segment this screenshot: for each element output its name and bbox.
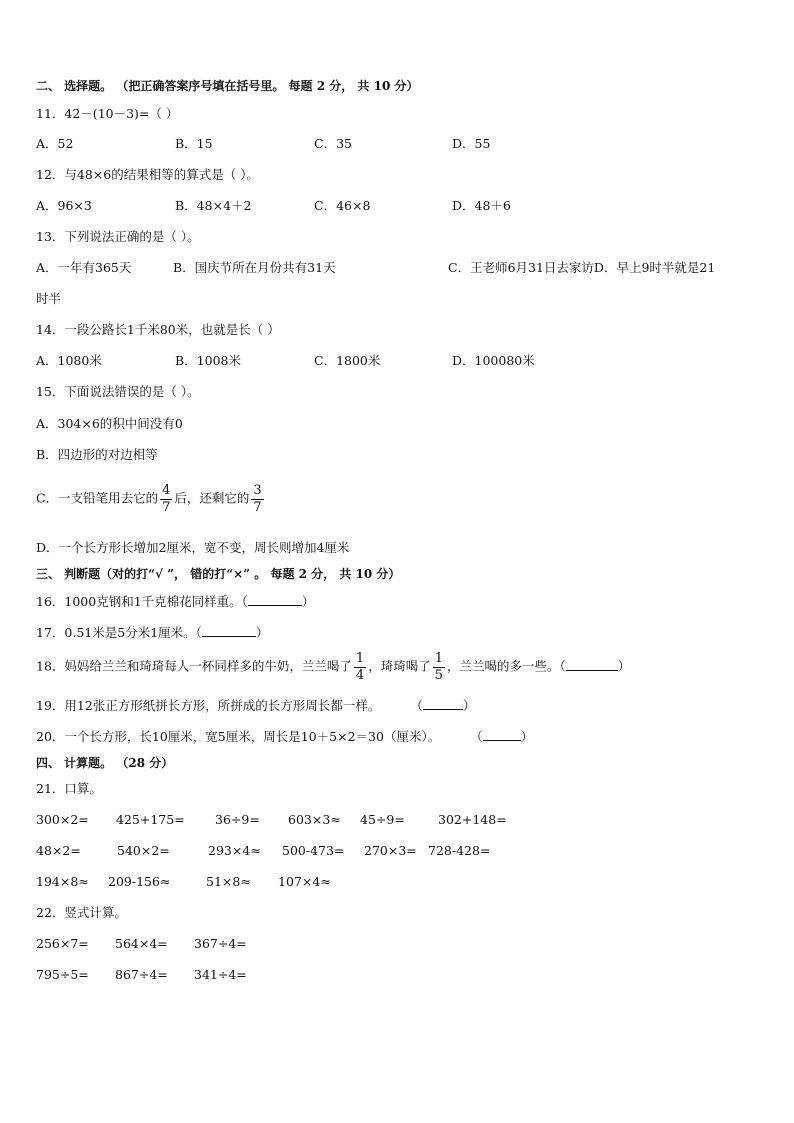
section-4-title: 四、 计算题。 （28 分）	[36, 756, 174, 770]
answer-blank[interactable]	[566, 660, 618, 671]
q20: 20．一个长方形，长10厘米，宽5厘米，周长是10＋5×2＝30（厘米）。 （ ）	[36, 729, 534, 744]
answer-blank[interactable]	[483, 730, 521, 741]
vertical-calc-item: 795÷5=	[36, 967, 89, 982]
q12-option-c: C．46×8	[314, 198, 371, 213]
q12-stem: 12．与48×6的结果相等的算式是（ ）。	[36, 167, 259, 182]
q11-option-c: C．35	[314, 136, 352, 151]
q13-option-b: B．国庆节所在月份共有31天	[173, 260, 336, 275]
answer-blank[interactable]	[248, 595, 302, 606]
answer-blank[interactable]	[202, 626, 256, 637]
oral-calc-item: 728-428=	[428, 843, 491, 858]
vertical-calc-item: 256×7=	[36, 936, 89, 951]
oral-calc-item: 209-156≈	[108, 874, 171, 889]
fraction-3-7: $\frac{3}{7}$	[253, 483, 262, 515]
oral-calc-item: 540×2=	[117, 843, 170, 858]
q14-option-a: A．1080米	[36, 353, 102, 368]
q17: 17．0.51米是5分米1厘米。（ ）	[36, 625, 269, 640]
section-3-title: 三、 判断题（对的打“√ ”， 错的打“×” 。 每题 2 分， 共 10 分）	[36, 567, 401, 581]
oral-calc-item: 36÷9=	[215, 812, 260, 827]
oral-calc-item: 300×2=	[36, 812, 89, 827]
q12-option-d: D．48＋6	[452, 198, 511, 213]
section-2-title: 二、 选择题。 （把正确答案序号填在括号里。 每题 2 分， 共 10 分）	[36, 79, 419, 93]
q15-c-text-2: 后，还剩它的	[174, 490, 250, 506]
fraction-1-5: $\frac{1}{5}$	[434, 651, 443, 683]
q15-stem: 15．下面说法错误的是（ ）。	[36, 384, 200, 399]
q11-stem: 11．42－(10－3)=（ ）	[36, 106, 179, 121]
q19: 19．用12张正方形纸拼长方形，所拼成的长方形周长都一样。 （ ）	[36, 698, 476, 713]
q11-option-a: A．52	[36, 136, 74, 151]
q13-stem: 13．下列说法正确的是（ ）。	[36, 229, 200, 244]
q15-c-text-1: C．一支铅笔用去它的	[36, 490, 159, 506]
q11-option-d: D．55	[452, 136, 491, 151]
vertical-calc-item: 341÷4=	[194, 967, 247, 982]
vertical-calc-item: 867÷4=	[115, 967, 168, 982]
q21-label: 21．口算。	[36, 781, 102, 796]
q12-option-b: B．48×4＋2	[175, 198, 252, 213]
oral-calc-item: 107×4≈	[278, 874, 331, 889]
q11-option-b: B．15	[175, 136, 213, 151]
oral-calc-item: 302+148=	[438, 812, 507, 827]
q14-option-c: C．1800米	[314, 353, 381, 368]
q15-option-c	[36, 484, 266, 514]
vertical-calc-item: 367÷4=	[194, 936, 247, 951]
oral-calc-item: 293×4≈	[208, 843, 261, 858]
q14-option-d: D．100080米	[452, 353, 535, 368]
q15-option-d: D．一个长方形长增加2厘米，宽不变，周长则增加4厘米	[36, 540, 350, 555]
q18: 18．妈妈给兰兰和琦琦每人一杯同样多的牛奶，兰兰喝了 $\frac{1}{4}$ ，琦琦喝了 $\frac{1}{5}$ ，兰兰喝的多一些。（ ）	[36, 651, 631, 683]
fraction-1-4: $\frac{1}{4}$	[355, 651, 365, 683]
oral-calc-item: 48×2=	[36, 843, 81, 858]
oral-calc-item: 425+175=	[116, 812, 185, 827]
q16: 16．1000克钢和1千克棉花同样重。（ ）	[36, 594, 315, 609]
q13-option-a: A．一年有365天	[36, 260, 132, 275]
oral-calc-item: 603×3≈	[288, 812, 341, 827]
oral-calc-item: 45÷9=	[360, 812, 405, 827]
q14-option-b: B．1008米	[175, 353, 241, 368]
q14-stem: 14．一段公路长1千米80米，也就是长（ ）	[36, 322, 280, 337]
vertical-calc-item: 564×4=	[115, 936, 168, 951]
q15-option-b: B．四边形的对边相等	[36, 447, 158, 462]
q13-wrap-text: 时半	[36, 291, 62, 306]
fraction-4-7: $\frac{4}{7}$	[162, 483, 171, 515]
oral-calc-item: 500-473=	[282, 843, 345, 858]
answer-blank[interactable]	[423, 699, 463, 710]
oral-calc-item: 51×8≈	[206, 874, 251, 889]
oral-calc-item: 194×8≈	[36, 874, 89, 889]
q12-option-a: A．96×3	[36, 198, 92, 213]
oral-calc-item: 270×3=	[364, 843, 417, 858]
q13-option-cd: C．王老师6月31日去家访D．早上9时半就是21	[448, 260, 716, 275]
q15-option-a: A．304×6的积中间没有0	[36, 416, 183, 431]
q22-label: 22．竖式计算。	[36, 905, 127, 920]
